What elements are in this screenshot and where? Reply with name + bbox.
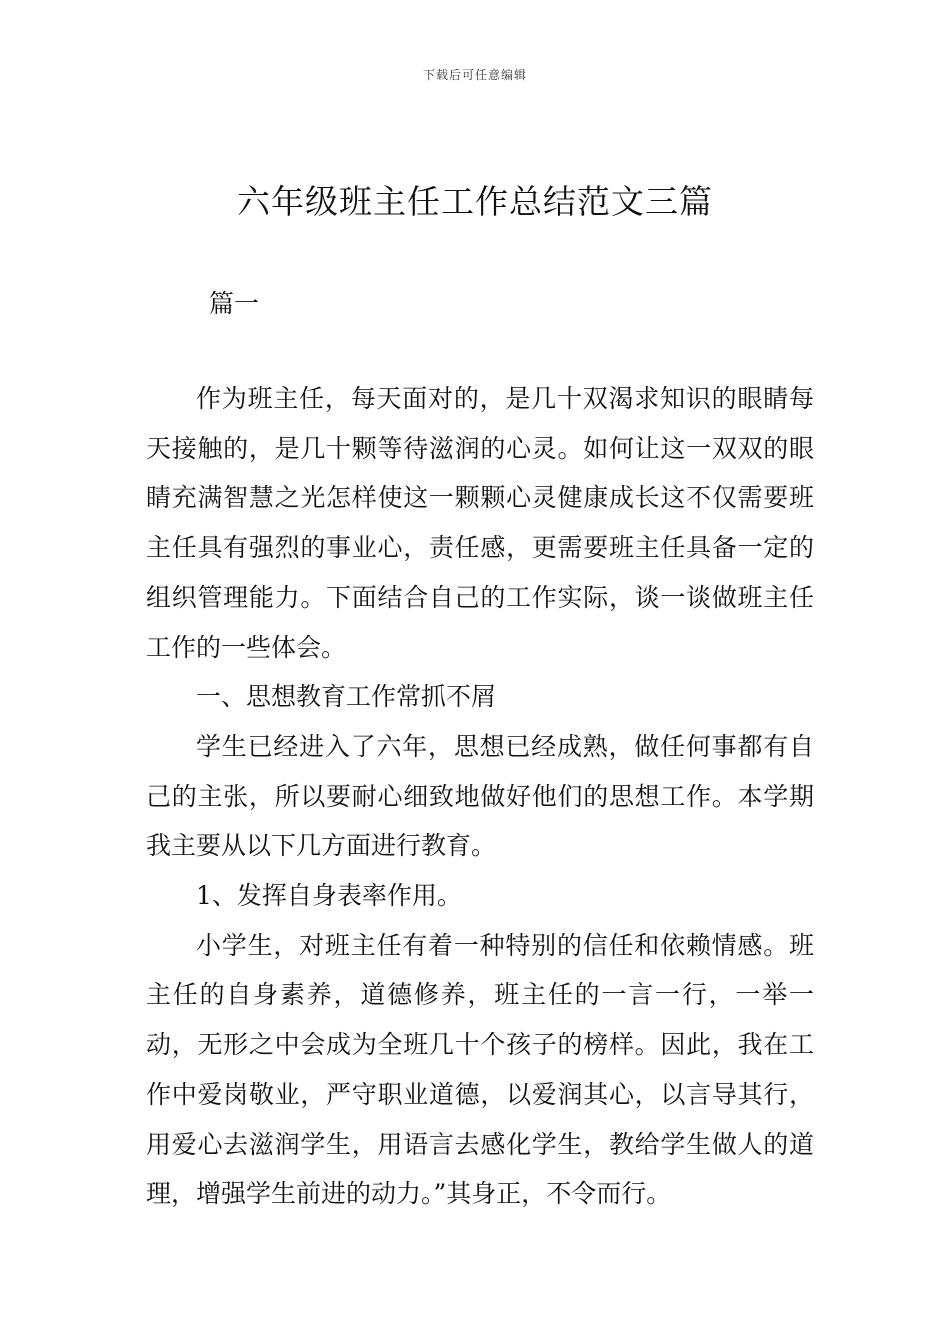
page-header-note: 下载后可任意编辑 <box>422 68 527 82</box>
document-body <box>146 374 814 1219</box>
paragraph-intro: 作为班主任，每天面对的，是几十双渴求知识的眼睛每天接触的，是几十颗等待滋润的心灵。如何让这一双双的眼睛充满智慧之光怎样使这一颗颗心灵健康成长这不仅需要班主任具有强烈的事业心，责任感，更需要班主任具备一定的组织管理能力。下面结合自己的工作实际，谈一谈做班主任工作的一些体会。 <box>146 384 814 662</box>
paragraph-subsection-1: 小学生，对班主任有着一种特别的信任和依赖情感。班主任的自身素养，道德修养，班主任的一言一行，一举一动，无形之中会成为全班几十个孩子的榜样。因此，我在工作中爱岗敬业，严守职业道德，以爱润其心，以言导其行，用爱心去滋润学生，用语言去感化学生，教给学生做人的道理，增强学生前进的动力。”其身正，不令而行。 <box>146 930 814 1209</box>
subheading-1: 1、发挥自身表率作用。 <box>196 881 462 911</box>
section-heading-1: 一、思想教育工作常抓不屑 <box>196 682 497 712</box>
part-label: 篇一 <box>209 289 260 318</box>
paragraph-section-1: 学生已经进入了六年，思想已经成熟，做任何事都有自己的主张，所以要耐心细致地做好他们的思想工作。本学期我主要从以下几方面进行教育。 <box>146 731 814 861</box>
document-title: 六年级班主任工作总结范文三篇 <box>237 182 713 221</box>
